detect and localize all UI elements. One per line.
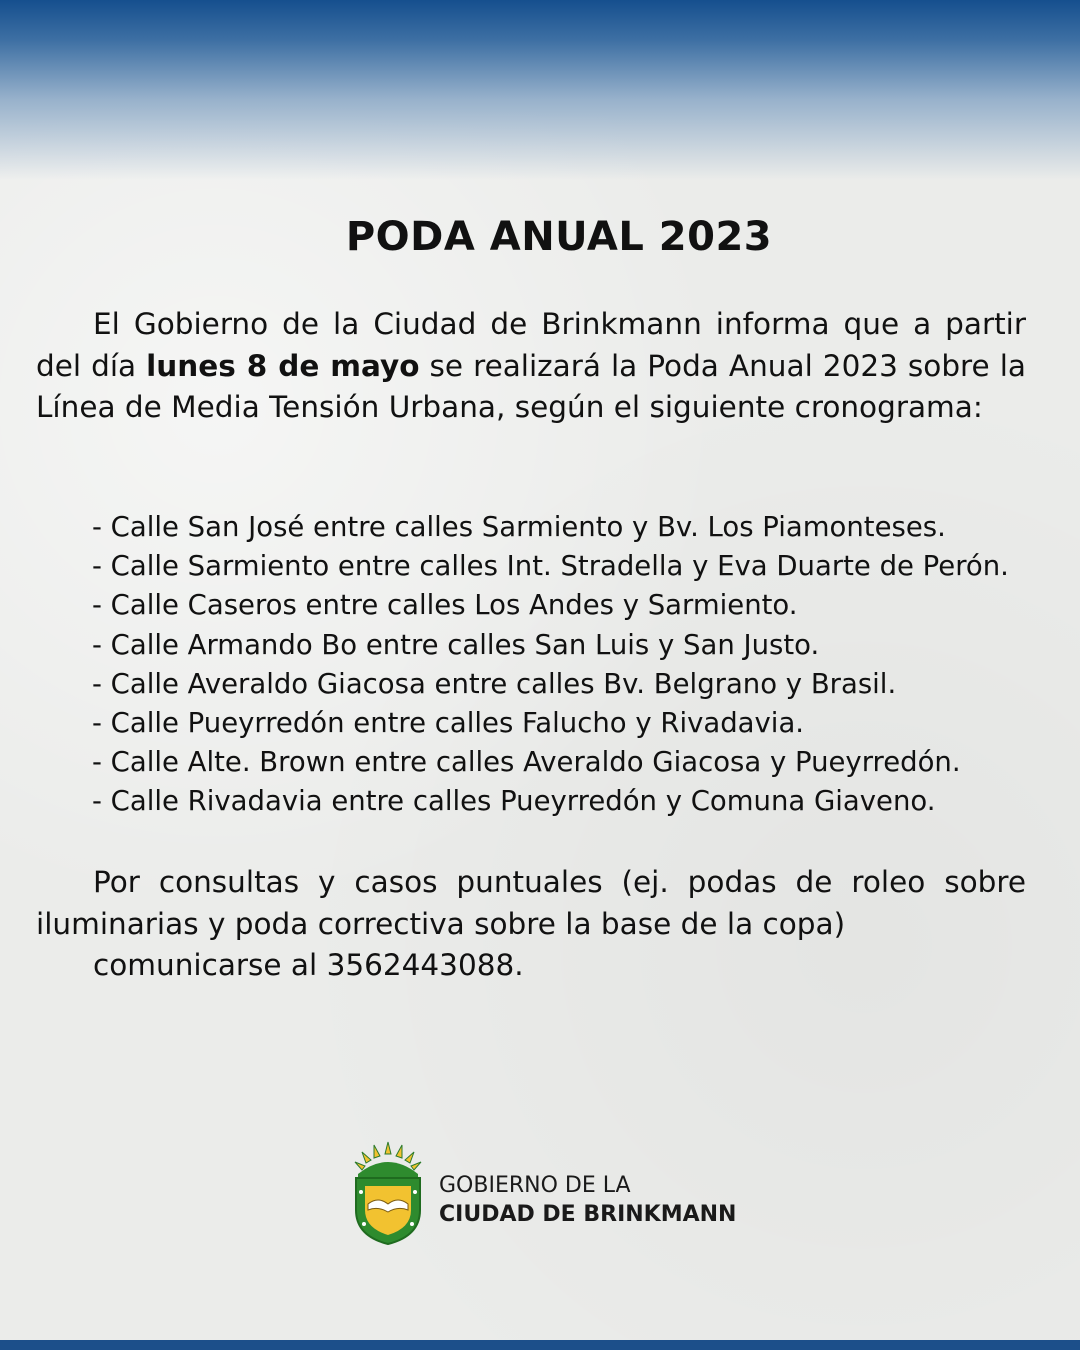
- page-title: PODA ANUAL 2023: [345, 214, 773, 260]
- street-item: - Calle Rivadavia entre calles Pueyrredón y Comuna Giaveno.: [92, 785, 936, 818]
- street-item: - Calle Averaldo Giacosa entre calles Bv. Belgrano y Brasil.: [92, 667, 897, 700]
- street-schedule-list: [92, 508, 1062, 822]
- government-logo: [352, 1140, 752, 1248]
- street-item: - Calle Sarmiento entre calles Int. Stradella y Eva Duarte de Perón.: [92, 550, 1009, 583]
- street-item: - Calle Alte. Brown entre calles Averaldo Giacosa y Pueyrredón.: [92, 746, 961, 779]
- bottom-band: [0, 1340, 1080, 1350]
- intro-text-before: El Gobierno de la Ciudad de Brinkmann informa que a partir del día: [36, 307, 1026, 383]
- org-name-line1: GOBIERNO DE LA: [439, 1173, 631, 1198]
- street-item: - Calle Pueyrredón entre calles Falucho y Rivadavia.: [92, 707, 805, 740]
- city-coat-of-arms-icon: [352, 1140, 424, 1246]
- street-item: - Calle Caseros entre calles Los Andes y Sarmiento.: [92, 589, 798, 622]
- intro-text-after: se realizará la Poda Anual 2023 sobre la Línea de Media Tensión Urbana, según el siguiente cronograma:: [36, 348, 1026, 424]
- street-item: - Calle Armando Bo entre calles San Luis y San Justo.: [92, 628, 820, 661]
- top-gradient-band: [0, 0, 1080, 180]
- street-item: - Calle San José entre calles Sarmiento y Bv. Los Piamonteses.: [92, 511, 946, 543]
- contact-phone-line: comunicarse al 3562443088.: [93, 948, 524, 982]
- intro-paragraph: [36, 304, 1026, 429]
- org-name-line2: CIUDAD DE BRINKMANN: [439, 1202, 737, 1227]
- contact-paragraph: Por consultas y casos puntuales (ej. podas de roleo sobre iluminarias y poda correctiva sobre la base de la copa): [36, 865, 1026, 941]
- intro-date-bold: lunes 8 de mayo: [146, 348, 420, 383]
